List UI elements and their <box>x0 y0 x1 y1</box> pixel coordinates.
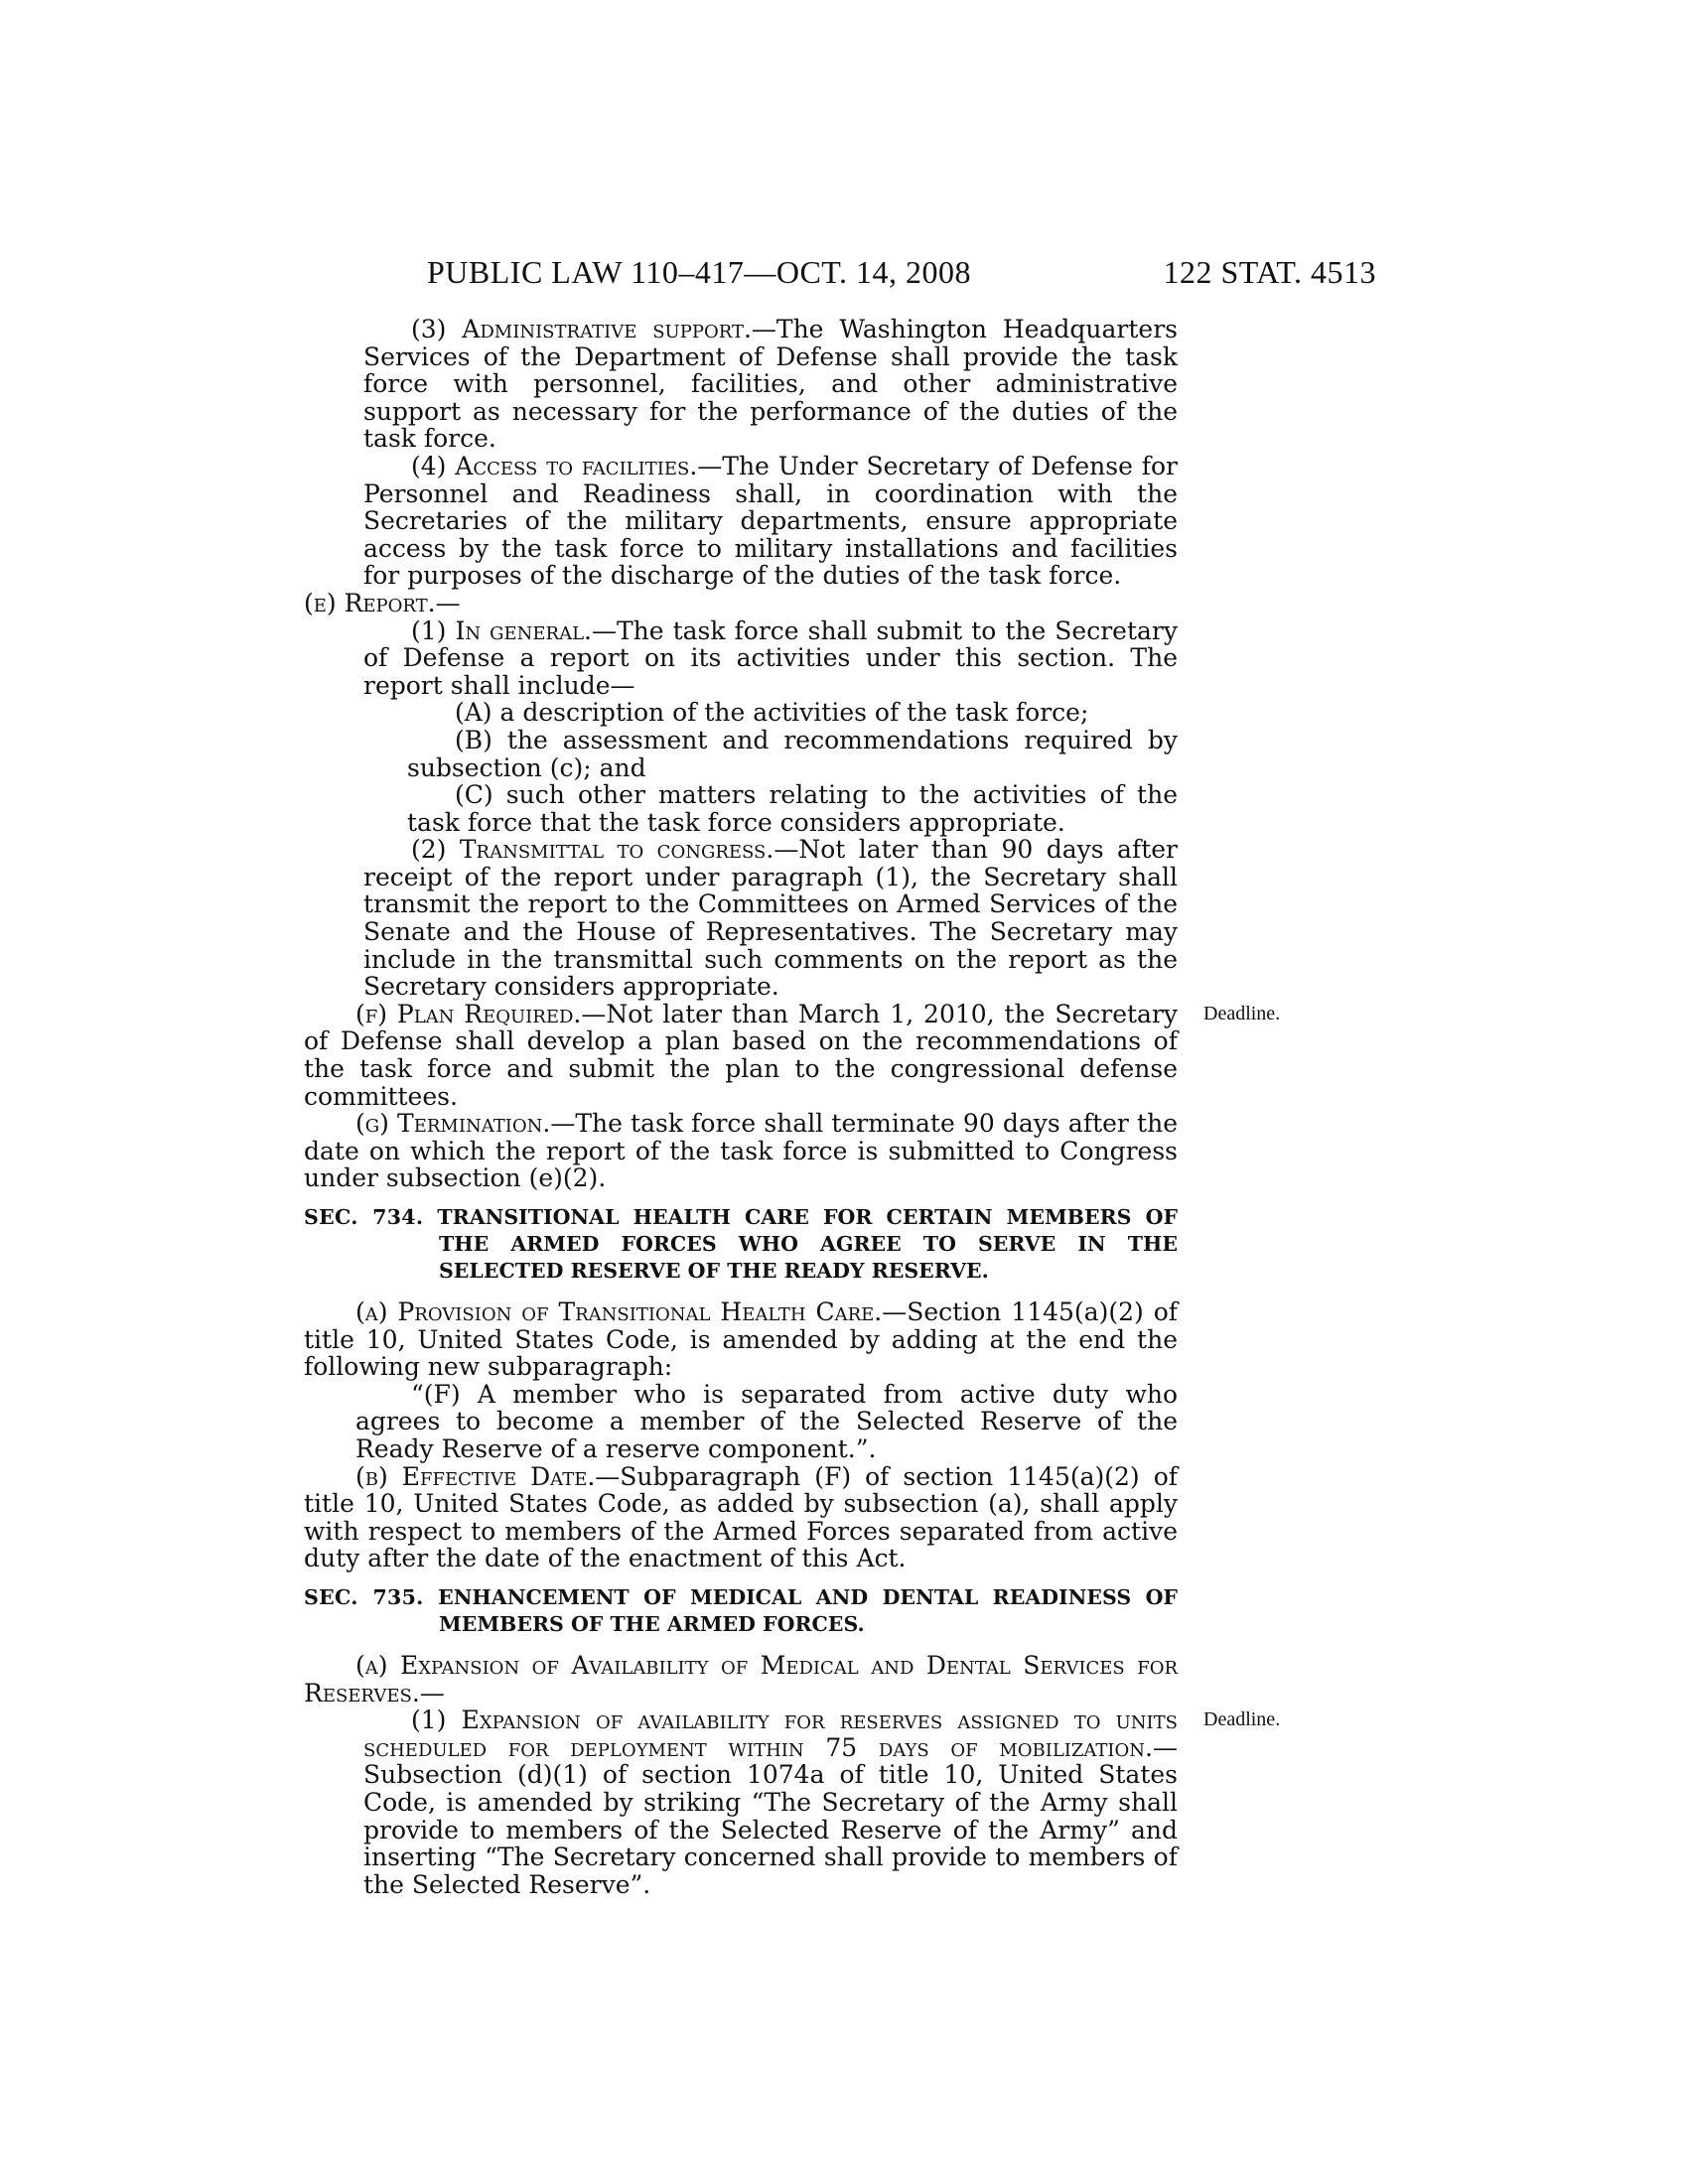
subsection-heading: (e) Report. <box>304 588 436 617</box>
section-title: ENHANCEMENT OF MEDICAL AND DENTAL READINESS OF MEMBERS OF THE ARMED FORCES. <box>438 1584 1178 1636</box>
subsection-text: —Section 1145(a)(2) of title 10, United States Code, is amended by adding at the end the following new subparagraph: <box>304 1297 1179 1382</box>
paragraph-text: —The Washington Headquarters Services of the Department of Defense shall provide the task force with personnel, facilities, and other administrative support as necessary for the performance of the duties of the task force. <box>363 315 1178 454</box>
deadline-margin-note: Deadline. <box>1203 1708 1281 1731</box>
subsection-f <box>304 999 1281 1111</box>
subsection-heading: (f) Plan Required. <box>355 999 582 1028</box>
section-735-heading <box>304 1584 1178 1638</box>
subsection-g <box>304 1110 1178 1192</box>
subsection-734a <box>304 1298 1178 1381</box>
section-734-heading <box>304 1204 1178 1285</box>
subsection-heading: (b) Effective Date. <box>355 1461 596 1491</box>
subsection-text: — <box>419 1678 445 1707</box>
paragraph-e2 <box>304 836 1178 1001</box>
paragraph-e1 <box>304 617 1178 700</box>
section-number: SEC. 734. <box>304 1205 424 1229</box>
subsection-heading: (a) Expansion of Availability of Medical and Dental Services for Reserves. <box>304 1650 1178 1707</box>
subsection-heading: (a) Provision of Transitional Health Care. <box>355 1297 883 1326</box>
subsection-e <box>304 590 1178 617</box>
paragraph-text: —Subsection (d)(1) of section 1074a of title 10, United States Code, is amended by striking “The Secretary of the Army shall provide to members of the Selected Reserve of the Army” and inserting “The Secretary concerned shall provide to members of the Selected Reserve”. <box>363 1732 1179 1899</box>
paragraph-735a1 <box>304 1706 1281 1899</box>
subsection-734b <box>304 1463 1178 1572</box>
running-head <box>427 254 1376 294</box>
subsection-735a <box>304 1652 1178 1706</box>
subparagraph-e1A: (A) a description of the activities of the task force; <box>455 698 1089 728</box>
running-head-page-number: 122 STAT. 4513 <box>1163 254 1376 290</box>
subsection-text: —Not later than March 1, 2010, the Secretary of Defense shall develop a plan based on the recommendations of the task force and submit the plan to the congressional defense committees. <box>304 999 1179 1111</box>
section-title: TRANSITIONAL HEALTH CARE FOR CERTAIN MEMBERS OF THE ARMED FORCES WHO AGREE TO SERVE IN THE SELECTED RESERVE OF THE READY RESERVE. <box>437 1205 1178 1283</box>
subsection-text: — <box>435 588 461 617</box>
page-body <box>304 315 1281 1899</box>
running-head-title: PUBLIC LAW 110–417—OCT. 14, 2008 <box>427 254 971 290</box>
section-number: SEC. 735. <box>304 1584 424 1609</box>
subparagraph-e1B: (B) the assessment and recommendations required by subsection (c); and <box>407 725 1178 782</box>
paragraph-text: —Not later than 90 days after receipt of the report under paragraph (1), the Secretary shall transmit the report to the Committees on Armed Services of the Senate and the House of Representatives. The Secretary may include in the transmittal such comments on the report as the Secretary considers appropriate. <box>363 835 1178 1002</box>
paragraph-heading: (3) Administrative support. <box>411 315 752 343</box>
paragraph-heading: (4) Access to facilities. <box>411 451 698 480</box>
paragraph-text: —The Under Secretary of Defense for Personnel and Readiness shall, in coordination with the Secretaries of the military departments, ensure appropriate access by the task force to military installations and facilities for purposes of the discharge of the duties of the task force. <box>363 451 1178 591</box>
paragraph-heading: (2) Transmittal to congress. <box>411 835 774 865</box>
deadline-margin-note: Deadline. <box>1203 1002 1281 1024</box>
paragraph-heading: (1) In general. <box>411 615 592 645</box>
paragraph-d4 <box>304 453 1178 590</box>
subsection-text: —Subparagraph (F) of section 1145(a)(2) of title 10, United States Code, as added by subsection (a), shall apply with respect to members of the Armed Forces separated from active duty after the date of the enactment of this Act. <box>304 1461 1178 1573</box>
subsection-heading: (g) Termination. <box>355 1109 551 1139</box>
subparagraph-e1C: (C) such other matters relating to the activities of the task force that the task force considers appropriate. <box>407 780 1178 837</box>
quoted-subparagraph-F: “(F) A member who is separated from active duty who agrees to become a member of the Selected Reserve of the Ready Reserve of a reserve component.”. <box>355 1379 1178 1463</box>
subsection-text: —The task force shall terminate 90 days after the date on which the report of the task force is submitted to Congress under subsection (e)(2). <box>304 1109 1179 1193</box>
paragraph-d3 <box>304 316 1178 453</box>
paragraph-text: —The task force shall submit to the Secretary of Defense a report on its activities under this section. The report shall include— <box>363 615 1178 700</box>
paragraph-heading: (1) Expansion of availability for reserves assigned to units scheduled for deployment within 75 days of mobilization. <box>363 1706 1178 1762</box>
